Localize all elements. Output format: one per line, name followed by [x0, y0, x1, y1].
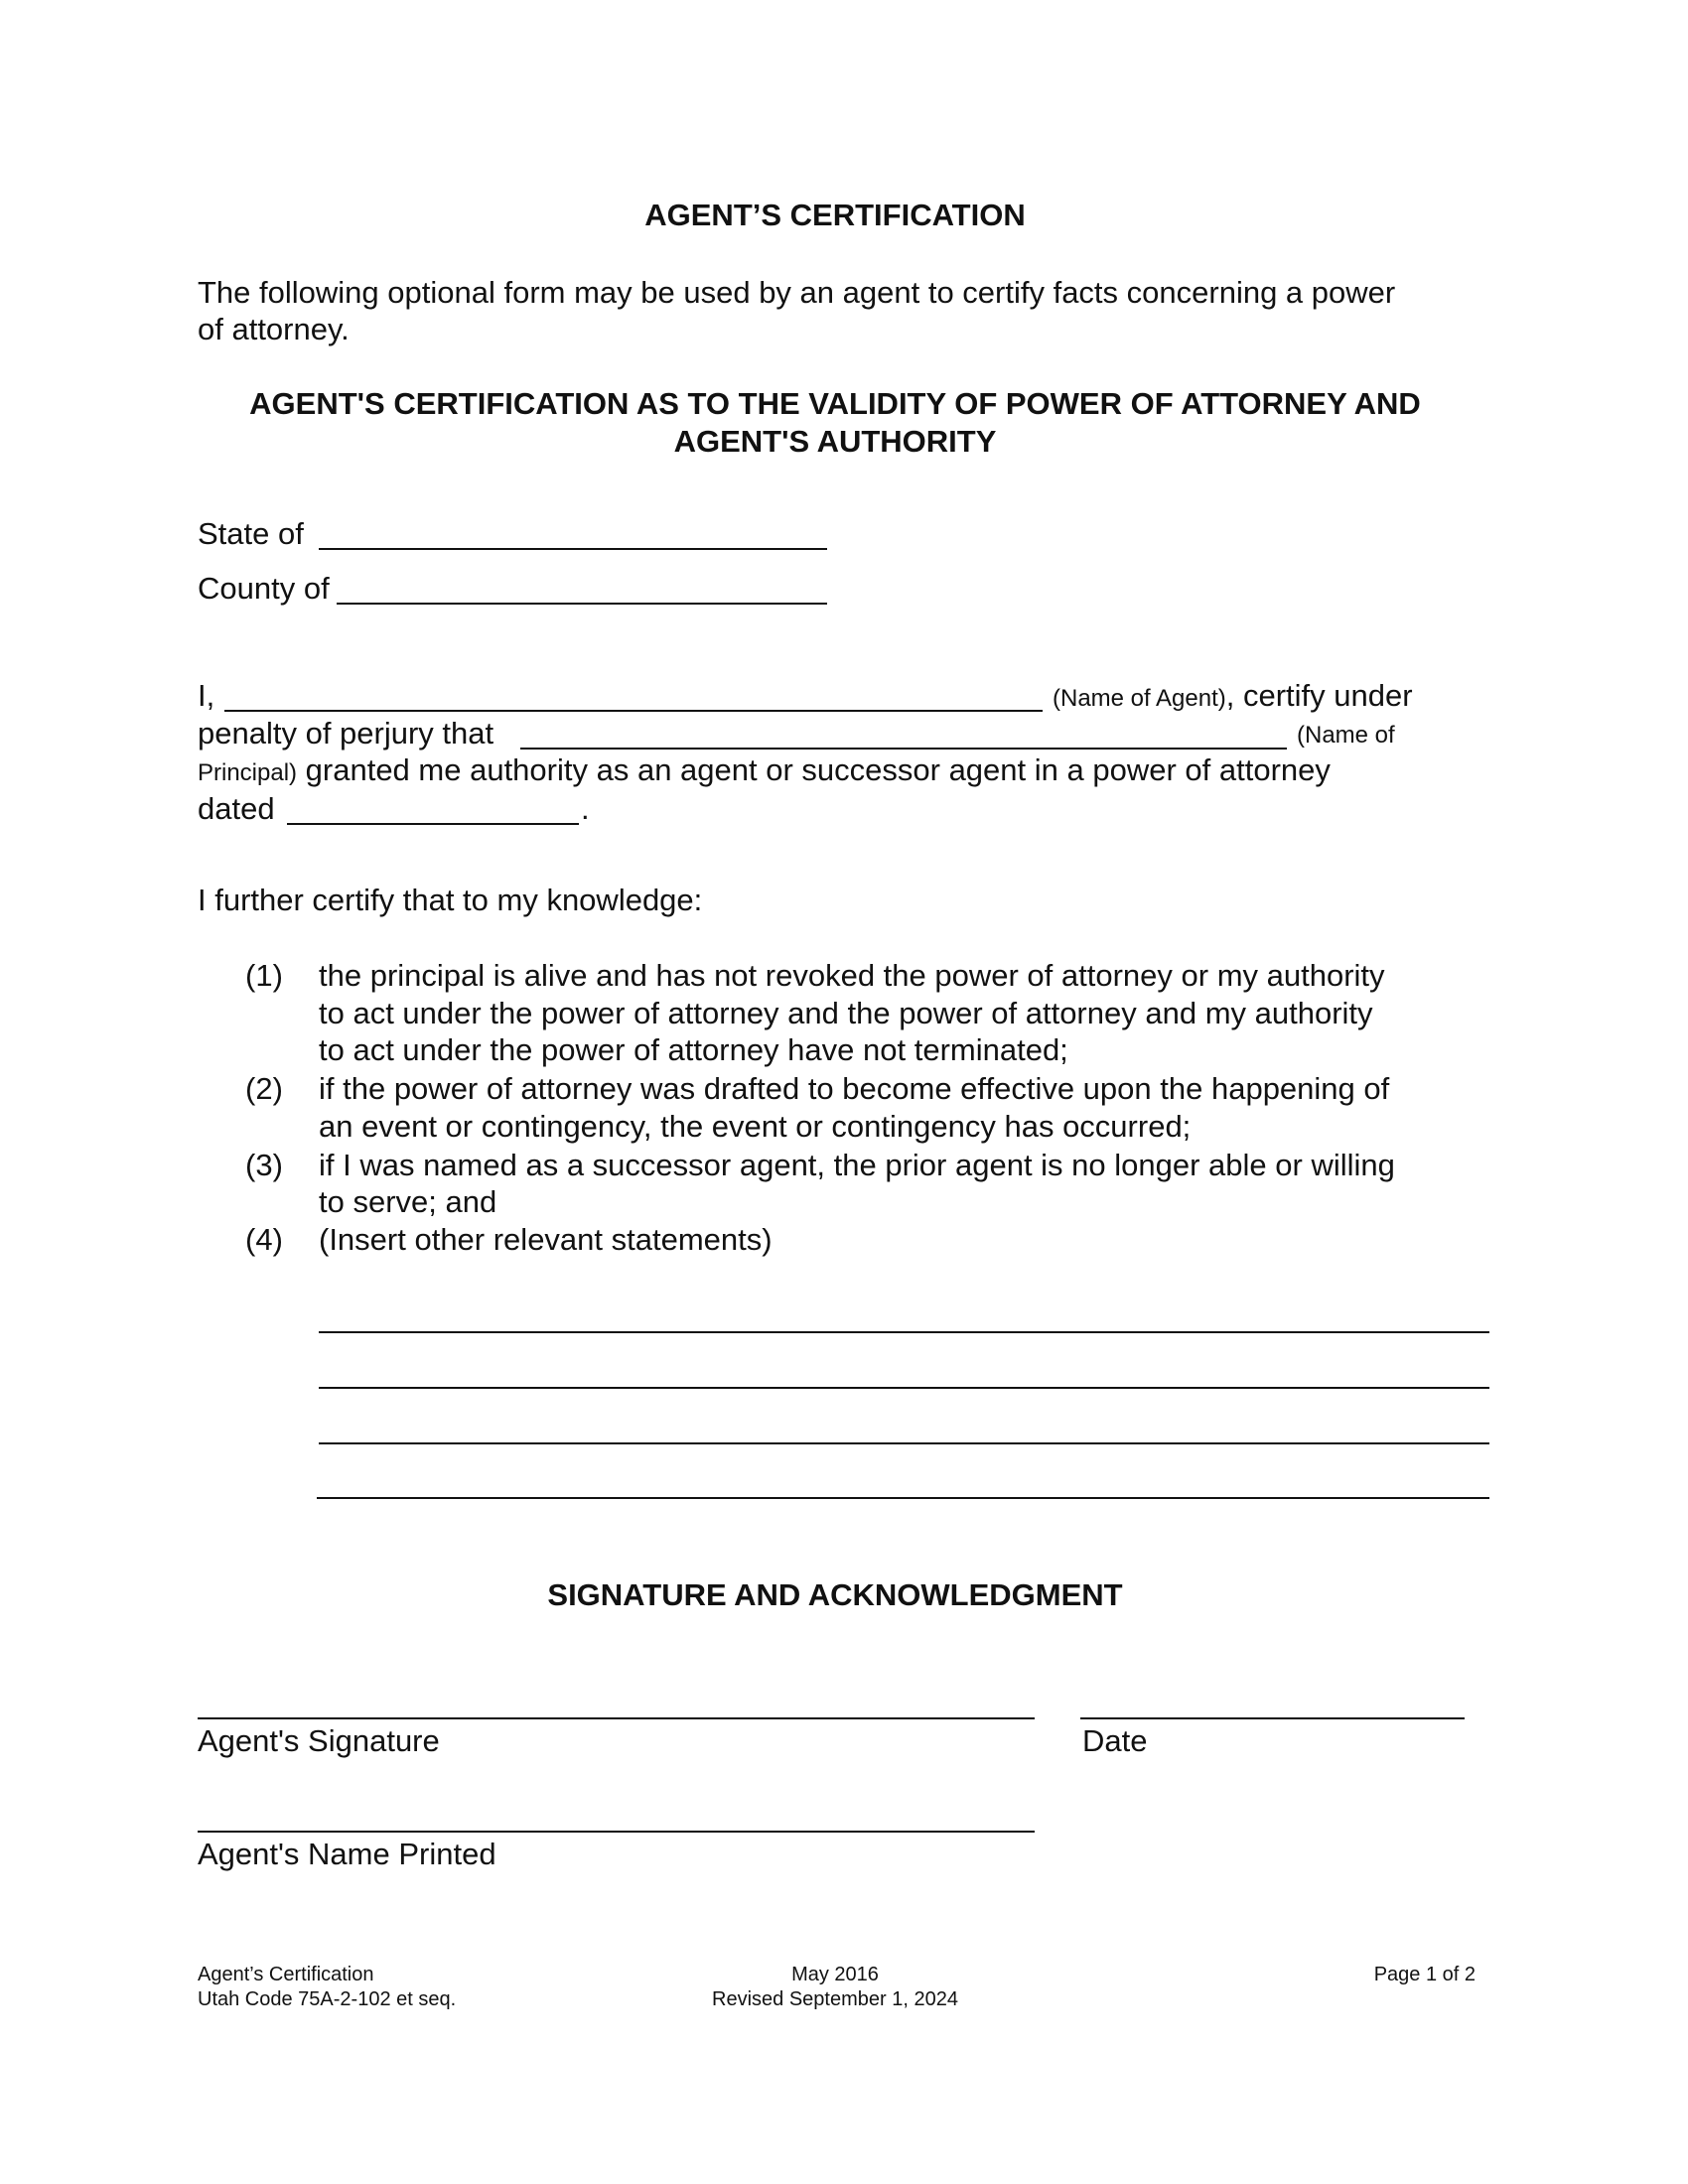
statement-line[interactable] — [319, 1331, 1489, 1333]
item-3-num: (3) — [245, 1148, 283, 1182]
item-2-line: an event or contingency, the event or contingency has occurred; — [319, 1109, 1192, 1144]
item-3-line: if I was named as a successor agent, the prior agent is no longer able or willing — [319, 1148, 1395, 1182]
footer-revised: Revised September 1, 2024 — [712, 1988, 958, 2010]
county-label: County of — [198, 571, 330, 606]
item-1-line: to act under the power of attorney and the power of attorney and my authority — [319, 996, 1373, 1030]
footer-page-number: Page 1 of 2 — [1373, 1964, 1476, 1985]
item-2-num: (2) — [245, 1071, 283, 1106]
date-of-poa-field[interactable] — [287, 823, 579, 825]
para-line-4: dated — [198, 791, 275, 826]
text: , certify under — [1225, 678, 1413, 713]
text: granted me authority as an agent or successor agent in a power of attorney — [305, 752, 1331, 787]
agent-name-printed-label: Agent's Name Printed — [198, 1837, 496, 1871]
further-certify: I further certify that to my knowledge: — [198, 883, 703, 917]
date-field[interactable] — [1080, 1717, 1465, 1719]
state-label: State of — [198, 516, 304, 551]
date-label: Date — [1082, 1723, 1148, 1758]
item-4-line: (Insert other relevant statements) — [319, 1222, 773, 1257]
footer-date: May 2016 — [791, 1964, 879, 1985]
item-1-line: to act under the power of attorney have not terminated; — [319, 1032, 1068, 1067]
agent-signature-label: Agent's Signature — [198, 1723, 440, 1758]
intro-line-2: of attorney. — [198, 312, 350, 346]
document-title: AGENT’S CERTIFICATION — [644, 198, 1026, 232]
para-line-2: penalty of perjury that — [198, 716, 494, 751]
heading-line-1: AGENT'S CERTIFICATION AS TO THE VALIDITY OF POWER OF ATTORNEY AND — [249, 386, 1421, 421]
item-2-line: if the power of attorney was drafted to become effective upon the happening of — [319, 1071, 1390, 1106]
footer-code: Utah Code 75A-2-102 et seq. — [198, 1988, 457, 2010]
statement-line[interactable] — [317, 1497, 1489, 1499]
state-field[interactable] — [319, 548, 827, 550]
item-3-line: to serve; and — [319, 1184, 497, 1219]
name-of-agent-hint: (Name of Agent) — [1053, 685, 1226, 712]
agent-name-printed-field[interactable] — [198, 1831, 1035, 1833]
para-line-1 — [198, 677, 214, 715]
principal-name-field[interactable] — [520, 748, 1287, 750]
agent-name-field[interactable] — [224, 710, 1043, 712]
intro-line-1: The following optional form may be used by an agent to certify facts concerning a power — [198, 275, 1396, 310]
signature-heading: SIGNATURE AND ACKNOWLEDGMENT — [547, 1577, 1123, 1612]
statement-line[interactable] — [319, 1442, 1489, 1444]
para-line-3 — [198, 751, 1331, 792]
period: . — [581, 791, 590, 826]
text: I, — [198, 678, 215, 713]
para-line-1-end — [1053, 677, 1413, 718]
agent-signature-field[interactable] — [198, 1717, 1035, 1719]
county-field[interactable] — [337, 603, 827, 605]
name-of-principal-hint: (Name of — [1297, 722, 1395, 749]
statement-line[interactable] — [319, 1387, 1489, 1389]
item-1-line: the principal is alive and has not revoked the power of attorney or my authority — [319, 958, 1385, 993]
item-4-num: (4) — [245, 1222, 283, 1257]
footer-form-name: Agent’s Certification — [198, 1964, 374, 1985]
item-1-num: (1) — [245, 958, 283, 993]
principal-hint: Principal) — [198, 759, 298, 786]
heading-line-2: AGENT'S AUTHORITY — [673, 424, 997, 459]
